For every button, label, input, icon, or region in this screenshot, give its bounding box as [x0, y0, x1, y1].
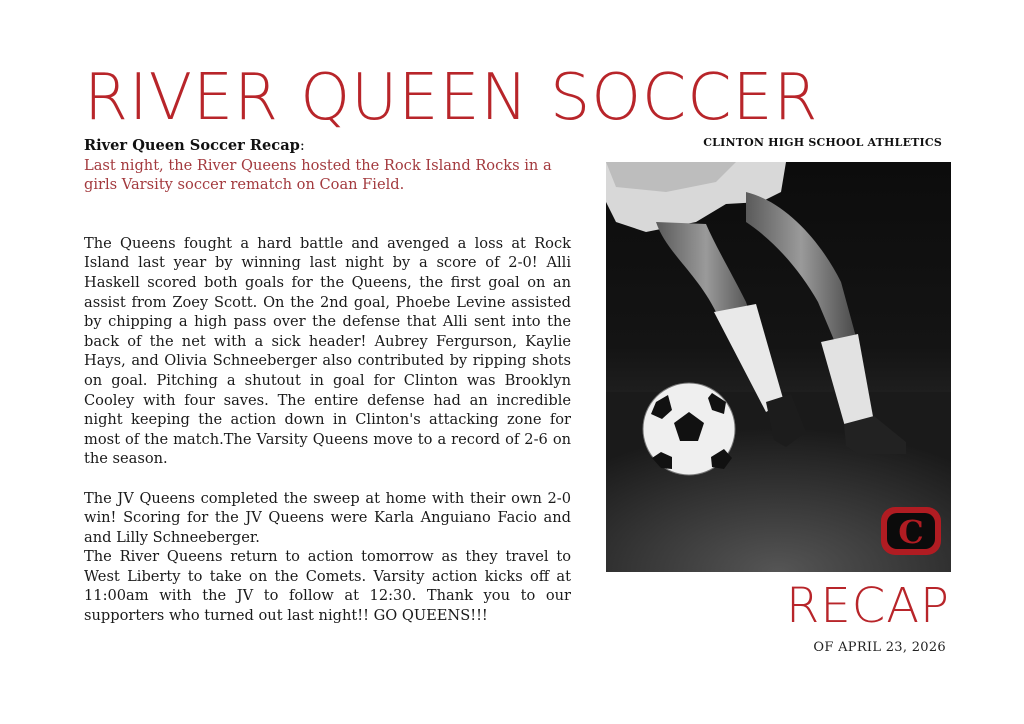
page-title: RIVER QUEEN SOCCER [84, 61, 819, 135]
soccer-ball [643, 383, 735, 475]
soccer-photo [606, 162, 951, 572]
recap-intro [84, 136, 571, 156]
logo-letter: C [898, 513, 924, 551]
school-name: CLINTON HIGH SCHOOL ATHLETICS [703, 136, 942, 149]
leg-right [746, 192, 856, 340]
lead-paragraph: Last night, the River Queens hosted the Rock Island Rocks in a girls Varsity soccer rematch on Coan Field. [84, 156, 552, 194]
upcoming-paragraph: The River Queens return to action tomorrow as they travel to West Liberty to take on the Comets. Varsity action kicks off at 11:00am with the JV to follow at 12:30. Thank you to our supporters who turned out last night!! GO QUEENS!!! [84, 548, 571, 625]
clinton-logo-icon [881, 507, 941, 555]
article [84, 136, 571, 626]
varsity-paragraph: The Queens fought a hard battle and avenged a loss at Rock Island last year by winning last night by a score of 2-0! Alli Haskell scored both goals for the Queens, the first goal on an assist from Zoey Scott. On the 2nd goal, Phoebe Levine assisted by chipping a high pass over the defense that Alli sent into the back of the net with a sick header! Aubrey Fergurson, Kaylie Hays, and Olivia Schneeberger also contributed by ripping shots on goal. Pitching a shutout in goal for Clinton was Brooklyn Cooley with four saves. The entire defense had an incredible night keeping the action down in Clinton's attacking zone for most of the match.The Varsity Queens move to a record of 2-6 on the season. [84, 234, 571, 468]
recap-label: RECAP [786, 578, 950, 634]
recap-heading: River Queen Soccer Recap [84, 137, 300, 154]
jv-paragraph: The JV Queens completed the sweep at home with their own 2-0 win! Scoring for the JV Queens were Karla Anguiano Facio and and Lilly Schneeberger. [84, 489, 571, 546]
recap-date: OF APRIL 23, 2026 [813, 640, 946, 655]
recap-colon: : [299, 137, 305, 154]
